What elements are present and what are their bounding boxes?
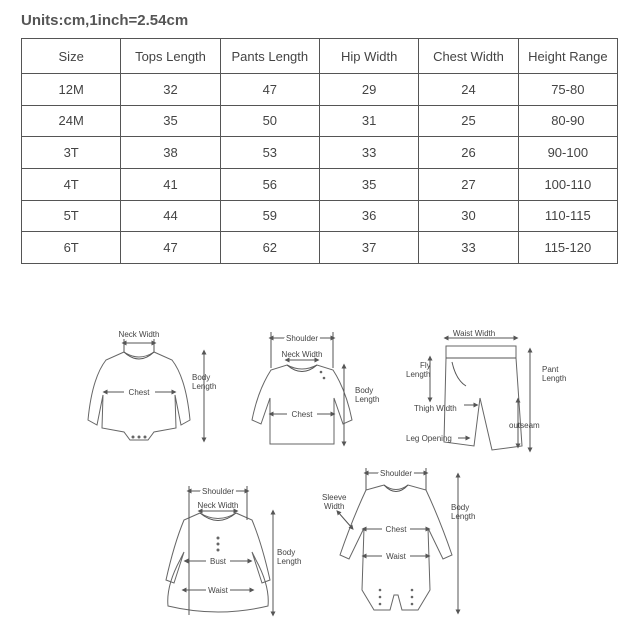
sleeve-width-label-2: Width [324, 502, 345, 511]
body-length-label-2: Length [451, 512, 476, 521]
pant-length-label: Pant [542, 365, 559, 374]
table-cell: 47 [121, 232, 220, 264]
fly-length-label-2: Length [406, 370, 431, 379]
table-cell: 24 [419, 74, 518, 106]
table-cell: 62 [220, 232, 319, 264]
table-cell: 53 [220, 137, 319, 169]
table-row [22, 200, 618, 232]
waist-label: Waist [386, 552, 406, 561]
body-length-label: Body [451, 503, 470, 512]
column-header: Hip Width [319, 39, 418, 74]
column-header: Tops Length [121, 39, 220, 74]
table-cell: 32 [121, 74, 220, 106]
table-cell: 29 [319, 74, 418, 106]
table-cell: 4T [22, 168, 121, 200]
leg-opening-label: Leg Opening [406, 434, 452, 443]
table-cell: 25 [419, 105, 518, 137]
bodysuit-diagram [88, 330, 216, 440]
column-header: Height Range [518, 39, 617, 74]
table-cell: 37 [319, 232, 418, 264]
table-cell: 115-120 [518, 232, 617, 264]
table-cell: 44 [121, 200, 220, 232]
chest-label: Chest [385, 525, 407, 534]
column-header: Pants Length [220, 39, 319, 74]
body-length-label-2: Length [192, 382, 217, 391]
table-cell: 27 [419, 168, 518, 200]
table-cell: 47 [220, 74, 319, 106]
waist-width-label: Waist Width [452, 329, 496, 338]
pant-length-label-2: Length [542, 374, 567, 383]
table-cell: 50 [220, 105, 319, 137]
table-cell: 75-80 [518, 74, 617, 106]
table-row [22, 74, 618, 106]
dress-diagram [166, 486, 301, 615]
sleeve-width-label: Sleeve [322, 493, 347, 502]
neck-width-label: Neck Width [118, 330, 160, 339]
neck-width-label: Neck Width [281, 350, 323, 359]
table-cell: 56 [220, 168, 319, 200]
shoulder-label: Shoulder [379, 469, 413, 478]
table-cell: 12M [22, 74, 121, 106]
table-cell: 110-115 [518, 200, 617, 232]
table-row [22, 232, 618, 264]
table-cell: 35 [121, 105, 220, 137]
table-cell: 35 [319, 168, 418, 200]
size-chart-table [21, 38, 618, 264]
body-length-label-2: Length [355, 395, 380, 404]
table-cell: 100-110 [518, 168, 617, 200]
table-cell: 6T [22, 232, 121, 264]
waist-label: Waist [208, 586, 228, 595]
table-row [22, 168, 618, 200]
bust-label: Bust [209, 557, 227, 566]
top-diagram [252, 332, 379, 444]
table-cell: 41 [121, 168, 220, 200]
romper-diagram [322, 468, 475, 612]
table-cell: 36 [319, 200, 418, 232]
table-cell: 90-100 [518, 137, 617, 169]
units-note: Units:cm,1inch=2.54cm [21, 12, 189, 29]
table-cell: 30 [419, 200, 518, 232]
table-cell: 33 [419, 232, 518, 264]
body-length-label: Body [277, 548, 296, 557]
table-row [22, 137, 618, 169]
column-header: Size [22, 39, 121, 74]
table-cell: 26 [419, 137, 518, 169]
body-length-label-2: Length [277, 557, 302, 566]
table-cell: 3T [22, 137, 121, 169]
measurement-guide [0, 300, 640, 630]
chest-label: Chest [291, 410, 313, 419]
body-length-label: Body [192, 373, 211, 382]
chest-label: Chest [128, 388, 150, 397]
table-cell: 31 [319, 105, 418, 137]
table-cell: 38 [121, 137, 220, 169]
table-cell: 24M [22, 105, 121, 137]
table-cell: 5T [22, 200, 121, 232]
table-cell: 59 [220, 200, 319, 232]
table-cell: 80-90 [518, 105, 617, 137]
neck-width-label: Neck Width [197, 501, 239, 510]
thigh-width-label: Thigh Width [414, 404, 457, 413]
pants-diagram [406, 329, 566, 450]
body-length-label: Body [355, 386, 374, 395]
outseam-label: outseam [509, 421, 540, 430]
column-header: Chest Width [419, 39, 518, 74]
table-row [22, 105, 618, 137]
shoulder-label: Shoulder [285, 334, 319, 343]
fly-length-label: Fly [420, 361, 431, 370]
table-cell: 33 [319, 137, 418, 169]
table-header-row [22, 39, 618, 74]
shoulder-label: Shoulder [201, 487, 235, 496]
